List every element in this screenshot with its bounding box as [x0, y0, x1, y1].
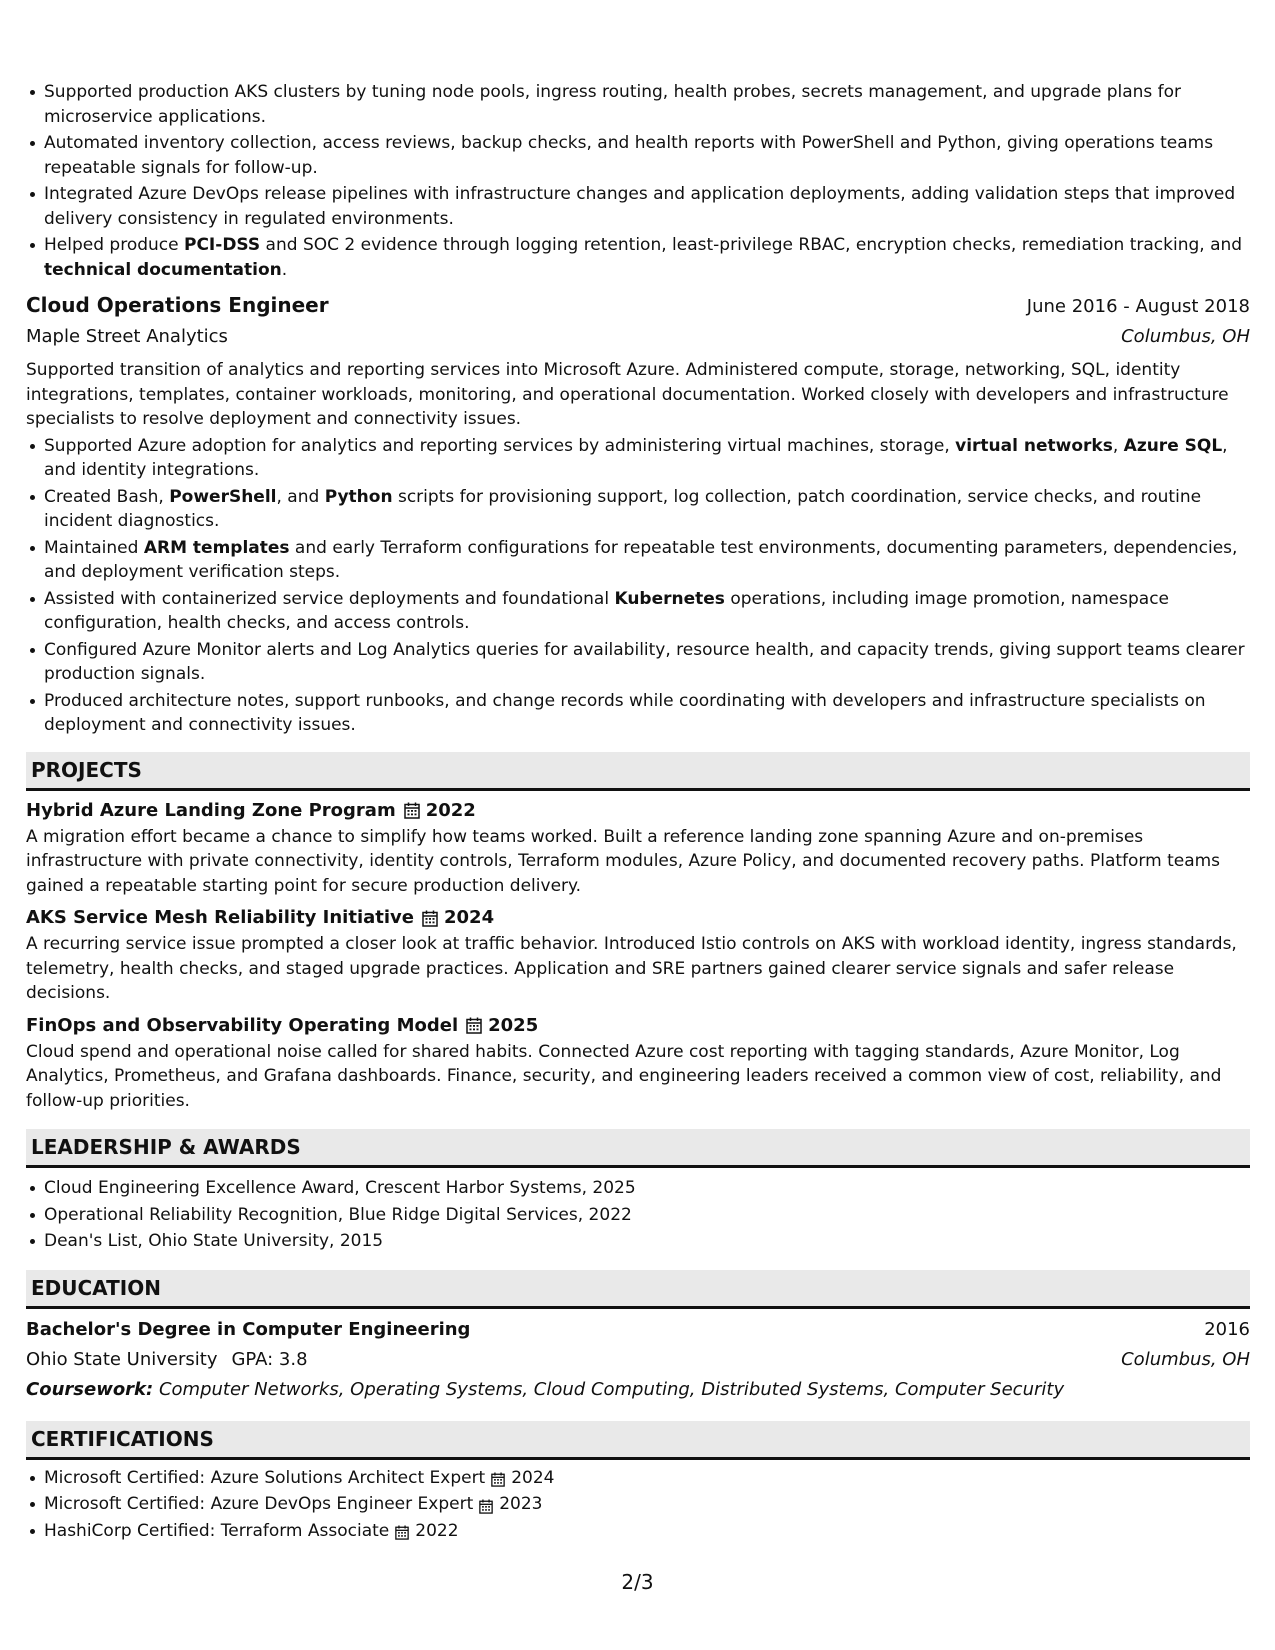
certification-item	[44, 1492, 1250, 1517]
bullet-item	[44, 689, 1250, 738]
bullet-item	[44, 638, 1250, 687]
page-number: 2/3	[621, 1570, 654, 1594]
bullet-text: Supported Azure adoption for analytics and reporting services by administering virtual machines, storage,	[44, 435, 956, 456]
project-entry	[26, 1014, 1250, 1114]
project-entry	[26, 906, 1250, 1006]
project-year: 2024	[444, 907, 495, 928]
project-year: 2025	[488, 1014, 539, 1036]
project-description: Cloud spend and operational noise called for shared habits. Connected Azure cost reporting with tagging standards, Azure Monitor, Log Analytics, Prometheus, and Grafana dashboards. Finance, security, and engineering leaders received a common view of cost, reliability, and follow-up priorities.	[26, 1041, 1222, 1111]
bullet-text: Helped produce	[44, 235, 184, 255]
education-gpa: GPA: 3.8	[231, 1348, 308, 1370]
education-location: Columbus, OH	[1121, 1348, 1250, 1370]
education-entry	[26, 1315, 1250, 1405]
bold-text: technical documentation	[44, 259, 282, 280]
bold-text: Azure SQL	[1123, 435, 1223, 456]
bullet-item	[44, 536, 1250, 585]
project-year-group	[404, 799, 476, 823]
award-item: Dean's List, Ohio State University, 2015	[44, 1229, 1250, 1254]
section-heading-education: EDUCATION	[26, 1270, 1250, 1309]
project-header	[26, 1014, 1250, 1038]
bullet-item	[44, 131, 1250, 180]
bullet-text: , and identity integrations.	[44, 435, 1228, 480]
certification-name: Microsoft Certified: Azure DevOps Engineer Expert	[44, 1494, 474, 1514]
bold-text: PowerShell	[169, 486, 277, 507]
section-heading-leadership: LEADERSHIP & AWARDS	[26, 1129, 1250, 1168]
calendar-icon	[404, 802, 420, 819]
bullet-text: .	[281, 259, 288, 280]
section-heading-projects: PROJECTS	[26, 752, 1250, 791]
calendar-icon	[479, 1497, 493, 1512]
bullet-text: , and	[276, 486, 325, 507]
education-coursework	[26, 1375, 1250, 1405]
project-title: Hybrid Azure Landing Zone Program	[26, 799, 396, 821]
calendar-icon	[491, 1470, 505, 1485]
certification-name: Microsoft Certified: Azure Solutions Architect Expert	[44, 1467, 486, 1488]
bullet-text: operations, including image promotion, namespace configuration, health checks, and access controls.	[44, 588, 1170, 633]
bullet-text: Integrated Azure DevOps release pipelines with infrastructure changes and application deployments, adding validation steps that improved delivery consistency in regulated environments.	[44, 184, 1236, 229]
job-summary: Supported transition of analytics and reporting services into Microsoft Azure. Administered compute, storage, networking, SQL, identity integrations, templates, container workloads, monitoring, and operational documentation. Worked closely with developers and infrastructure specialists to resolve deployment and connectivity issues.	[26, 360, 1229, 429]
bold-text: ARM templates	[143, 537, 290, 558]
job-bullets	[26, 434, 1250, 738]
award-item: Operational Reliability Recognition, Blue Ridge Digital Services, 2022	[44, 1203, 1250, 1228]
project-title: FinOps and Observability Operating Model	[26, 1014, 459, 1036]
bullet-text: Configured Azure Monitor alerts and Log Analytics queries for availability, resource health, and capacity trends, giving support teams clearer production signals.	[44, 639, 1245, 684]
award-item: Cloud Engineering Excellence Award, Crescent Harbor Systems, 2025	[44, 1176, 1250, 1201]
bullet-text: scripts for provisioning support, log collection, patch coordination, service checks, and routine incident diagnostics.	[44, 486, 1202, 531]
project-title: AKS Service Mesh Reliability Initiative	[26, 907, 414, 928]
project-year-group	[466, 1014, 538, 1038]
bullet-item	[44, 485, 1250, 534]
bullet-text: Supported production AKS clusters by tuning node pools, ingress routing, health probes, secrets management, and upgrade plans for microservice applications.	[44, 82, 1182, 127]
project-description: A migration effort became a chance to simplify how teams worked. Built a reference landing zone spanning Azure and on-premises infrastructure with private connectivity, identity controls, Terraform modules, Azure Policy, and documented recovery paths. Platform teams gained a repeatable starting point for secure production delivery.	[26, 826, 1221, 896]
bullet-text: and early Terraform configurations for repeatable test environments, documenting parameters, dependencies, and deployment verification steps.	[44, 537, 1238, 582]
projects-list	[26, 799, 1250, 1114]
job-entry	[26, 290, 1250, 738]
calendar-icon	[466, 1017, 482, 1034]
education-year: 2016	[1204, 1318, 1250, 1340]
certification-year: 2023	[499, 1494, 543, 1514]
bullet-item	[44, 182, 1250, 231]
education-degree: Bachelor's Degree in Computer Engineering	[26, 1318, 471, 1340]
project-year-group	[422, 906, 494, 930]
coursework-label: Coursework:	[26, 1378, 154, 1400]
certification-year: 2022	[415, 1520, 459, 1541]
project-header	[26, 799, 1250, 823]
certifications-list	[26, 1466, 1250, 1544]
bullet-text: Created Bash,	[44, 486, 170, 507]
education-school: Ohio State University	[26, 1348, 218, 1370]
bullet-text: and SOC 2 evidence through logging retention, least-privilege RBAC, encryption checks, remediation tracking, and	[260, 235, 1243, 255]
certification-name: HashiCorp Certified: Terraform Associate	[44, 1520, 390, 1541]
bullet-item	[44, 80, 1250, 129]
bold-text: virtual networks	[955, 435, 1113, 456]
resume-page	[26, 80, 1250, 1545]
project-year: 2022	[425, 799, 476, 821]
previous-job-bullets	[26, 80, 1250, 282]
job-location: Columbus, OH	[1121, 326, 1250, 347]
bullet-text: ,	[1112, 435, 1124, 456]
bold-text: Python	[324, 486, 393, 507]
bold-text: Kubernetes	[614, 588, 725, 609]
bullet-text: Maintained	[44, 537, 144, 558]
job-title: Cloud Operations Engineer	[26, 293, 329, 317]
job-company: Maple Street Analytics	[26, 326, 228, 347]
bullet-item	[44, 233, 1250, 282]
bullet-text: Produced architecture notes, support runbooks, and change records while coordinating with developers and infrastructure specialists on deployment and connectivity issues.	[44, 690, 1206, 735]
bold-text: PCI-DSS	[184, 235, 261, 255]
coursework-list: Computer Networks, Operating Systems, Cloud Computing, Distributed Systems, Computer Security	[158, 1378, 1065, 1400]
calendar-icon	[395, 1523, 409, 1538]
bullet-item	[44, 587, 1250, 636]
leadership-list	[26, 1176, 1250, 1254]
certification-year: 2024	[511, 1467, 555, 1488]
project-entry	[26, 799, 1250, 899]
calendar-icon	[422, 910, 438, 927]
job-dates: June 2016 - August 2018	[1026, 296, 1250, 317]
project-header	[26, 906, 1250, 930]
bullet-text: Assisted with containerized service deployments and foundational	[44, 588, 615, 609]
certification-item	[44, 1466, 1250, 1491]
section-heading-certifications: CERTIFICATIONS	[26, 1421, 1250, 1460]
project-description: A recurring service issue prompted a closer look at traffic behavior. Introduced Istio controls on AKS with workload identity, ingress standards, telemetry, health checks, and staged upgrade practices. Application and SRE partners gained clearer service signals and safer release decisions.	[26, 934, 1237, 1003]
bullet-text: Automated inventory collection, access reviews, backup checks, and health reports with PowerShell and Python, giving operations teams repeatable signals for follow-up.	[44, 133, 1214, 178]
certification-item	[44, 1519, 1250, 1544]
bullet-item	[44, 434, 1250, 483]
